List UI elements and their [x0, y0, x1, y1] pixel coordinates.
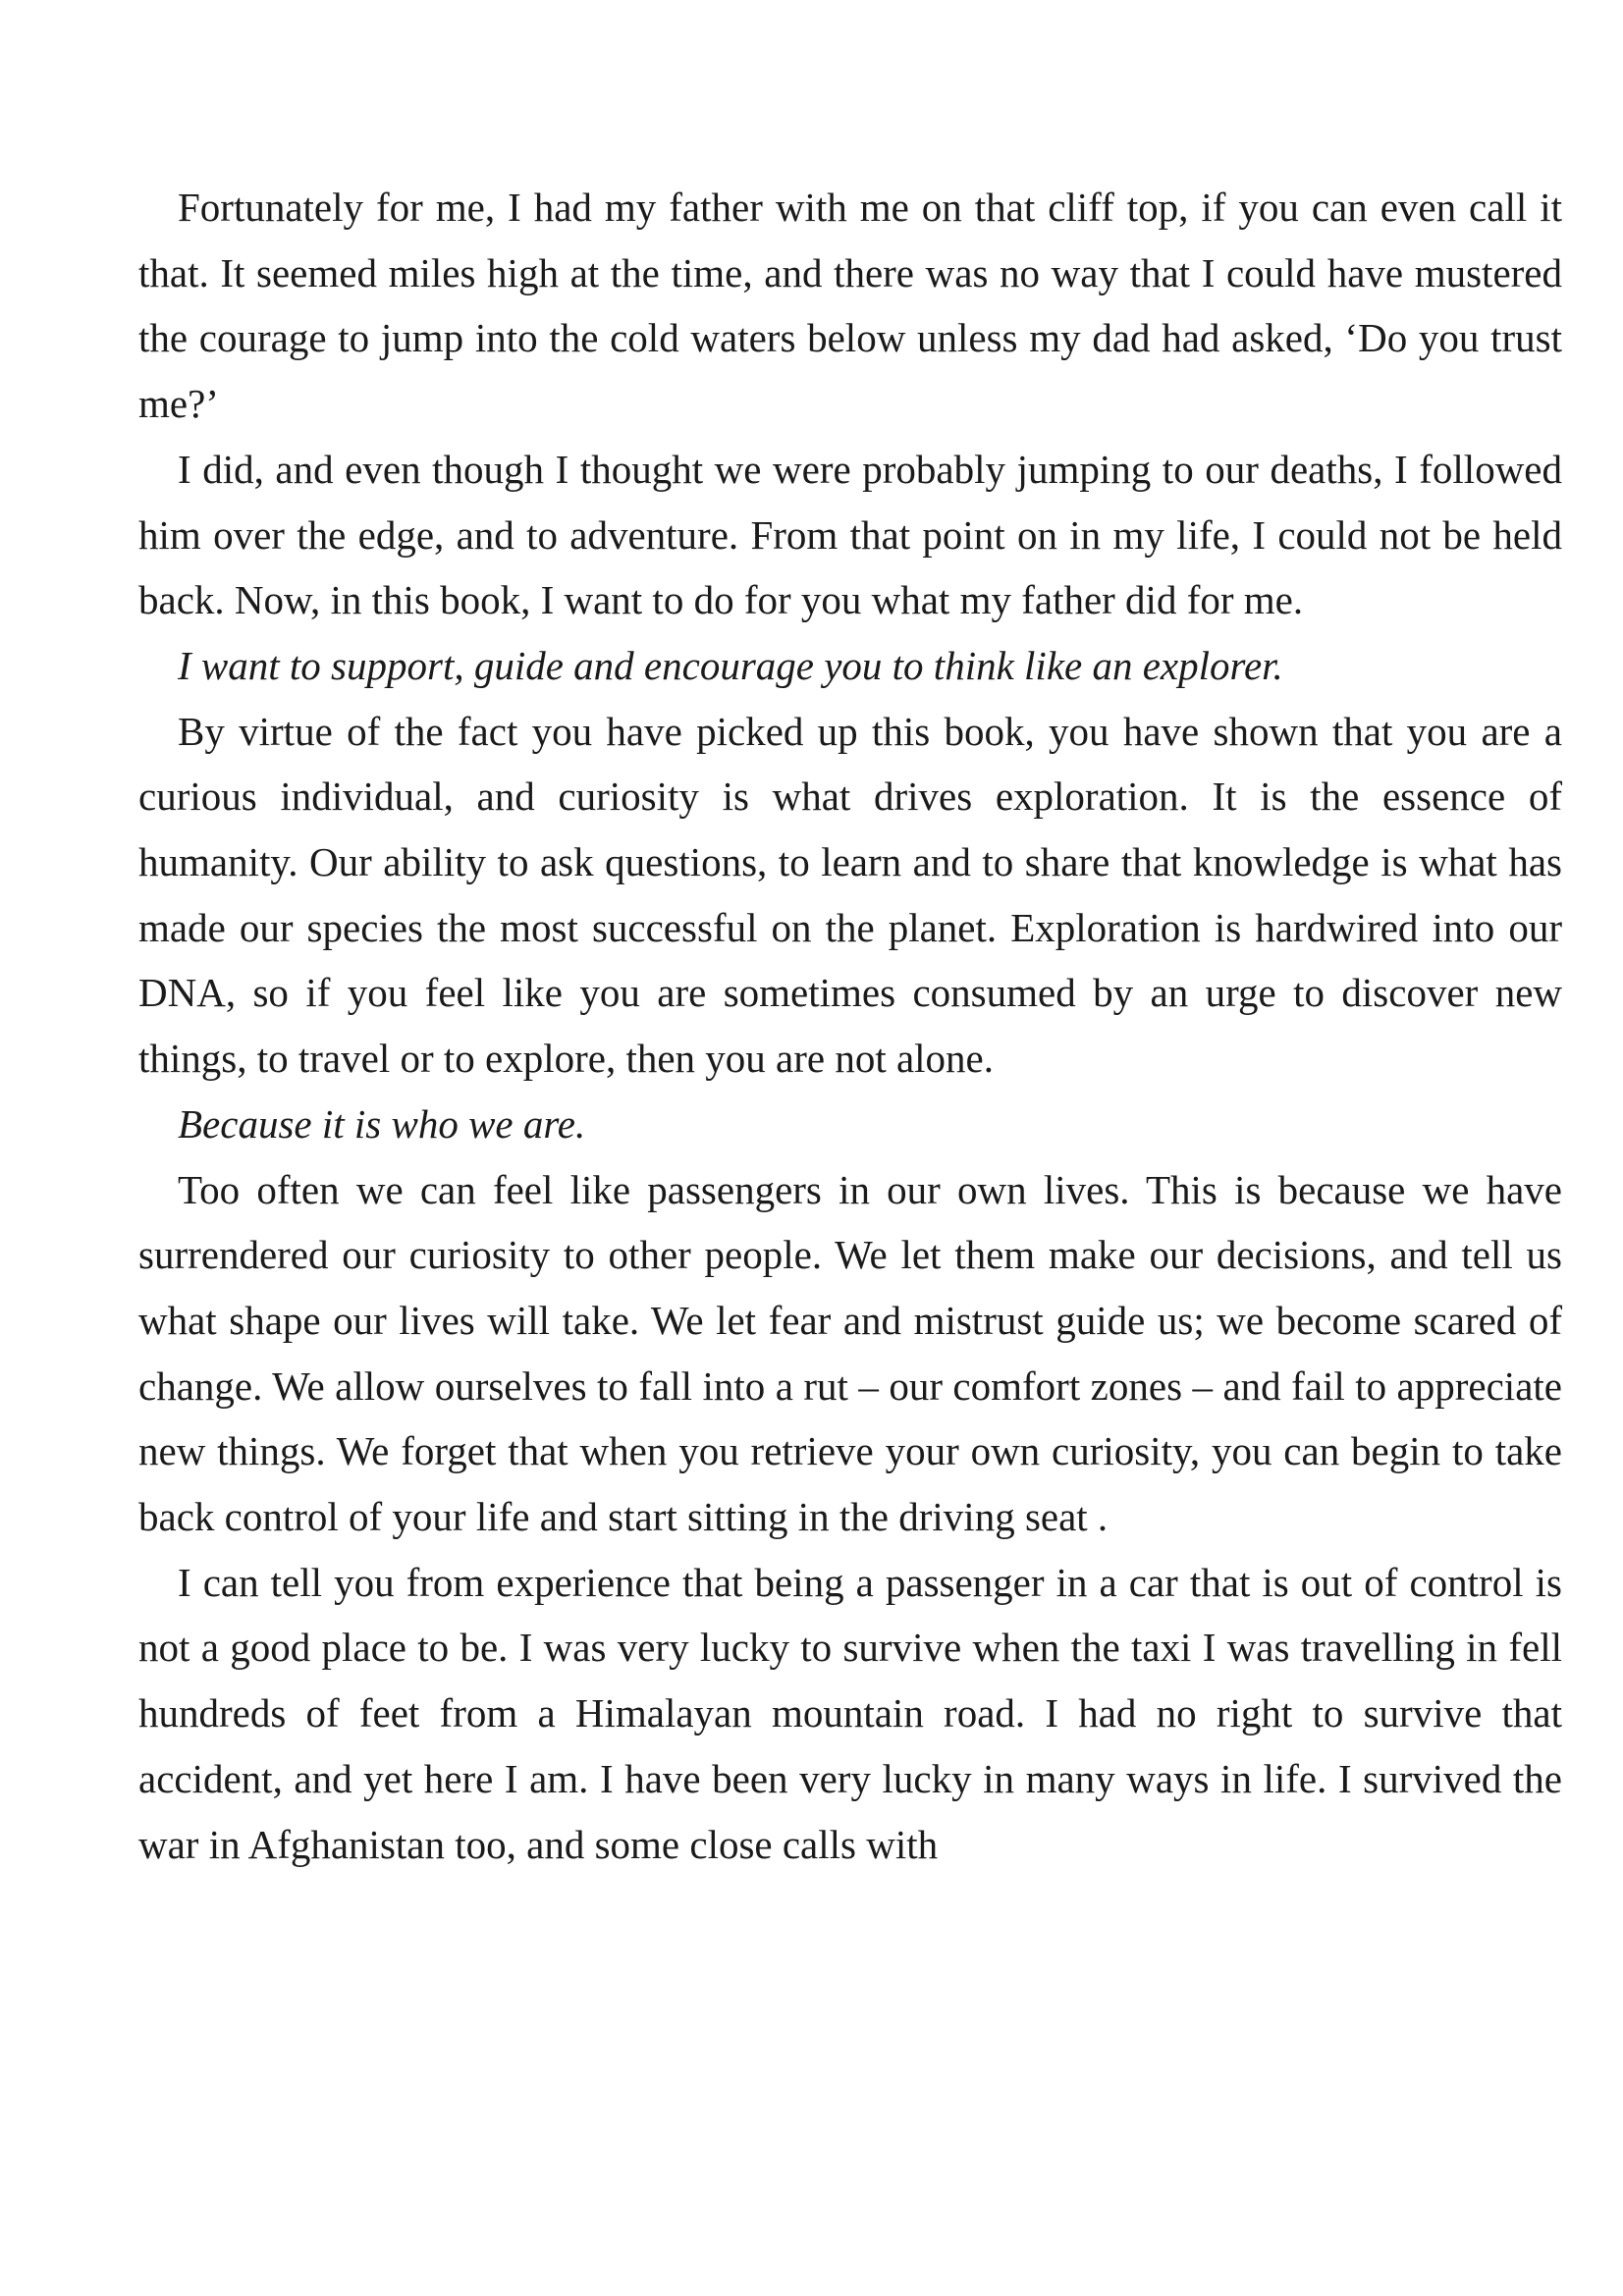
paragraph-curiosity: By virtue of the fact you have picked up this book, you have shown that you are a curious individual, and curiosity is what drives exploration. It is the essence of humanity. Our ability to ask questions, to learn and to share that knowledge is what has made our species the most successful on the planet. Exploration is hardwired into our DNA, so if you feel like you are sometimes consumed by an urge to discover new things, to travel or to explore, then you are not alone.	[138, 708, 1562, 1082]
paragraph-followed-him: I did, and even though I thought we were probably jumping to our deaths, I followed him over the edge, and to adventure. From that point on in my life, I could not be held back. Now, in this book, I want to do for you what my father did for me.	[138, 446, 1562, 623]
paragraph-passengers: Too often we can feel like passengers in our own lives. This is because we have surrendered our curiosity to other people. We let them make our decisions, and tell us what shape our lives will take. We let fear and mistrust guide us; we become scared of change. We allow ourselves to fall into a rut – our comfort zones – and fail to appreciate new things. We forget that when you retrieve your own curiosity, you can begin to take back control of your life and start sitting in the driving seat .	[138, 1166, 1562, 1540]
paragraph-who-we-are: Because it is who we are.	[178, 1100, 586, 1147]
paragraph-think-like-explorer: I want to support, guide and encourage you to think like an explorer.	[178, 642, 1283, 688]
book-page-body	[138, 175, 1562, 1877]
paragraph-experience: I can tell you from experience that being a passenger in a car that is out of control is not a good place to be. I was very lucky to survive when the taxi I was travelling in fell hundreds of feet from a Himalayan mountain road. I had no right to survive that accident, and yet here I am. I have been very lucky in many ways in life. I survived the war in Afghanistan too, and some close calls with	[138, 1559, 1562, 1867]
paragraph-cliff-top: Fortunately for me, I had my father with me on that cliff top, if you can even call it that. It seemed miles high at the time, and there was no way that I could have mustered the courage to jump into the cold waters below unless my dad had asked, ‘Do you trust me?’	[138, 185, 1562, 427]
